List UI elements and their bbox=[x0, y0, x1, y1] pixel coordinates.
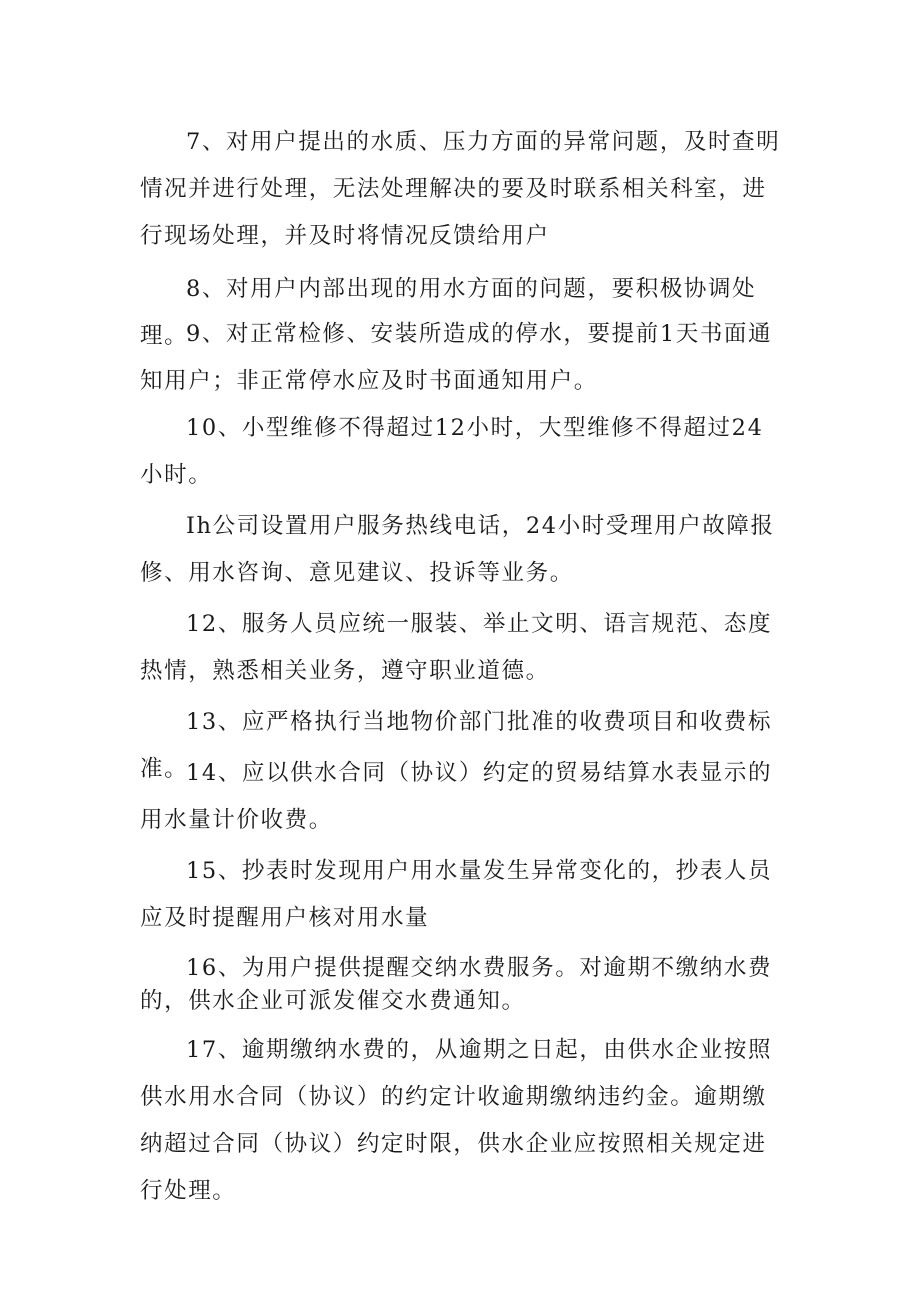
paragraph-9: 9、对正常检修、安装所造成的停水，要提前1天书面通知用户；非正常停水应及时书面通知用户。 bbox=[140, 321, 773, 394]
paragraph-15: 15、抄表时发现用户用水量发生异常变化的，抄表人员应及时提醒用户核对用水量 bbox=[140, 858, 773, 931]
paragraph-8: 8、对用户内部出现的用水方面的问题，要积极协调处理。 bbox=[140, 276, 757, 349]
paragraph-14: 14、应以供水合同（协议）约定的贸易结算水表显示的用水量计价收费。 bbox=[140, 760, 773, 833]
paragraph-17: 17、逾期缴纳水费的，从逾期之日起，由供水企业按照供水用水合同（协议）的约定计收逾期缴纳违约金。逾期缴纳超过合同（协议）约定时限，供水企业应按照相关规定进行处理。 bbox=[140, 1037, 773, 1204]
paragraph-16: 16、为用户提供提醒交纳水费服务。对逾期不缴纳水费的，供水企业可派发催交水费通知。 bbox=[140, 955, 773, 1014]
paragraph-11: Ih公司设置用户服务热线电话，24小时受理用户故障报修、用水咨询、意见建议、投诉等业务。 bbox=[140, 513, 775, 586]
paragraph-10: 10、小型维修不得超过12小时，大型维修不得超过24小时。 bbox=[140, 415, 764, 488]
paragraph-13: 13、应严格执行当地物价部门批准的收费项目和收费标准。 bbox=[140, 709, 773, 782]
paragraph-7: 7、对用户提出的水质、压力方面的异常问题，及时查明情况并进行处理，无法处理解决的要及时联系相关科室，进行现场处理，并及时将情况反馈给用户 bbox=[140, 129, 781, 249]
paragraph-12: 12、服务人员应统一服装、举止文明、语言规范、态度热情，熟悉相关业务，遵守职业道德。 bbox=[140, 611, 773, 684]
